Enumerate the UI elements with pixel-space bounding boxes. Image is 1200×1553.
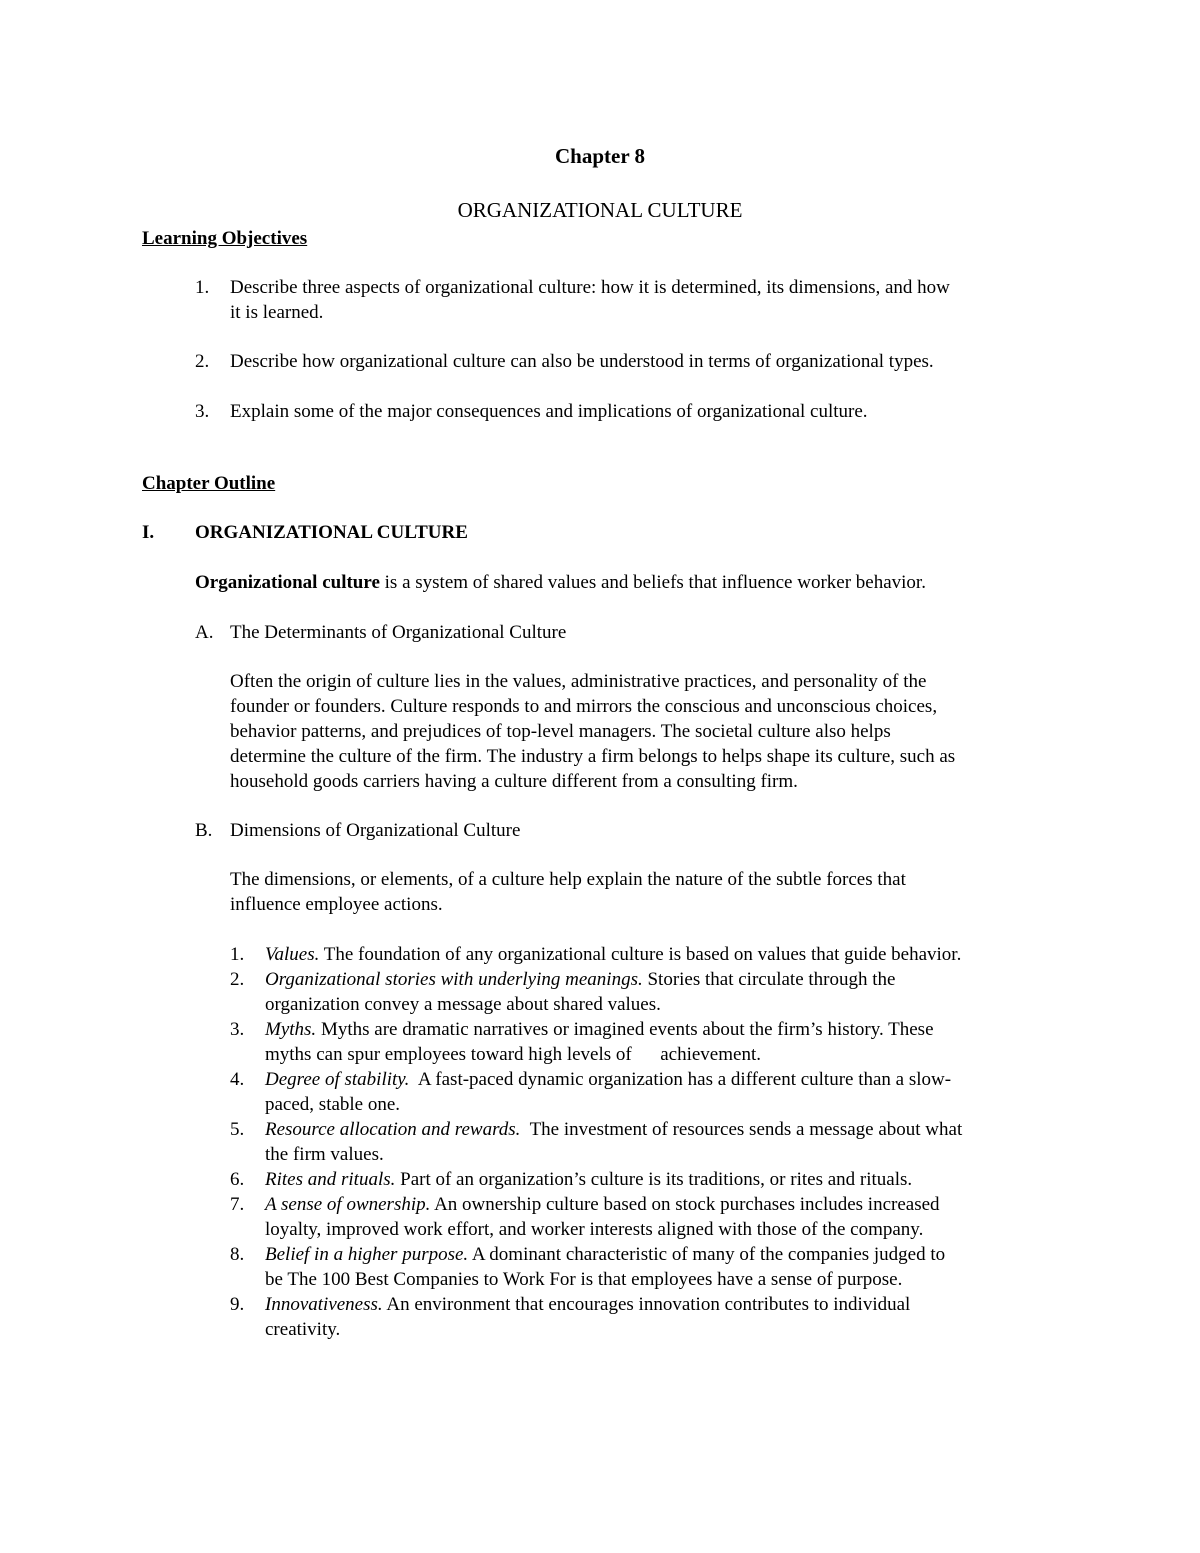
objective-number: 1. xyxy=(195,277,210,298)
objective-text: Describe how organizational culture can also be understood in terms of organizational types. xyxy=(230,351,934,372)
objective-number: 3. xyxy=(195,401,210,422)
chapter-outline-heading: Chapter Outline xyxy=(142,473,276,494)
subsection-paragraph: The dimensions, or elements, of a culture help explain the nature of the subtle forces that influence employee actions. xyxy=(230,869,906,915)
subsection-paragraph: Often the origin of culture lies in the values, administrative practices, and personality of the founder or founders. Culture responds to and mirrors the conscious and unconscious choices, behavior patterns, and prejudices of top-level managers. The societal culture also helps determine the culture of the firm. The industry a firm belongs to helps shape its culture, such as household goods carriers having a culture different from a consulting firm. xyxy=(230,671,956,792)
subsection-title: The Determinants of Organizational Culture xyxy=(230,622,567,643)
objective-text: Describe three aspects of organizational culture: how it is determined, its dimensions, and how it is learned. xyxy=(230,277,950,323)
learning-objectives-heading: Learning Objectives xyxy=(142,228,308,249)
chapter-title: Chapter 8 xyxy=(554,144,646,168)
subsection-letter: B. xyxy=(195,820,213,841)
section-title: ORGANIZATIONAL CULTURE xyxy=(195,522,468,543)
definition-text: is a system of shared values and beliefs that influence worker behavior. xyxy=(379,572,926,593)
subsection-letter: A. xyxy=(195,622,214,643)
objective-text: Explain some of the major consequences and implications of organizational culture. xyxy=(230,401,868,422)
section-number: I. xyxy=(142,522,155,543)
subsection-title: Dimensions of Organizational Culture xyxy=(230,820,521,841)
document-page: Chapter 8 ORGANIZATIONAL CULTURE Learning Objectives 1. Describe three aspects of organizational culture: how it is determined, its dimensions, and how it is learned. 2. Describe how organizational culture can also be understood in terms of organizational types. 3. Explain some of the major consequences and implications of organizational culture. Chapter Outline I. ORGANIZATIONAL CULTURE Organizational culture is a system of shared values and beliefs that influence worker behavior. A. The Determinants of Organizational Culture Often the origin of culture lies in the values, administrative practices, and personality of the founder or founders. Culture responds to and mirrors the conscious and unconscious choices, behavior patterns, and prejudices of top-level managers. The societal culture also helps determine the culture of the firm. The industry a firm belongs to helps shape its culture, such as household goods carriers having a culture different from a consulting firm. B. Dimensions of Organizational Culture The dimensions, or elements, of a culture help explain the nature of the subtle forces that influence employee actions. 1. Values. The foundation of any organizational culture is based on values that guide behavior. 2. Organizational stories with underlying meanings. Stories that circulate through the organization convey a message about shared values. 3. Myths. Myths are dramatic narratives or imagined events about the firm’s history. These myths can spur employees toward high levels of achievement. 4. Degree of stability. A fast-paced dynamic organization has a different culture than a slow- paced, stable one. 5. Resource allocation and rewards. The investment of resources sends a message about what the firm values. 6. Rites and rituals. Part of an organization’s culture is its traditions, or rites and rituals. 7. A sense of ownership. An ownership culture based on stock purchases includes increased loyalty, improved work effort, and worker interests aligned with those of the company. 8. Belief in a higher purpose. A dominant characteristic of many of the companies judged to be The 100 Best Companies to Work For is that employees have a sense of purpose. 9. Innovativeness. An environment that encourages innovation contributes to individual creativity. xyxy=(0,0,1200,1553)
chapter-subtitle: ORGANIZATIONAL CULTURE xyxy=(457,198,743,222)
definition xyxy=(195,570,926,595)
objective-number: 2. xyxy=(195,351,210,372)
definition-term: Organizational culture xyxy=(195,572,380,593)
